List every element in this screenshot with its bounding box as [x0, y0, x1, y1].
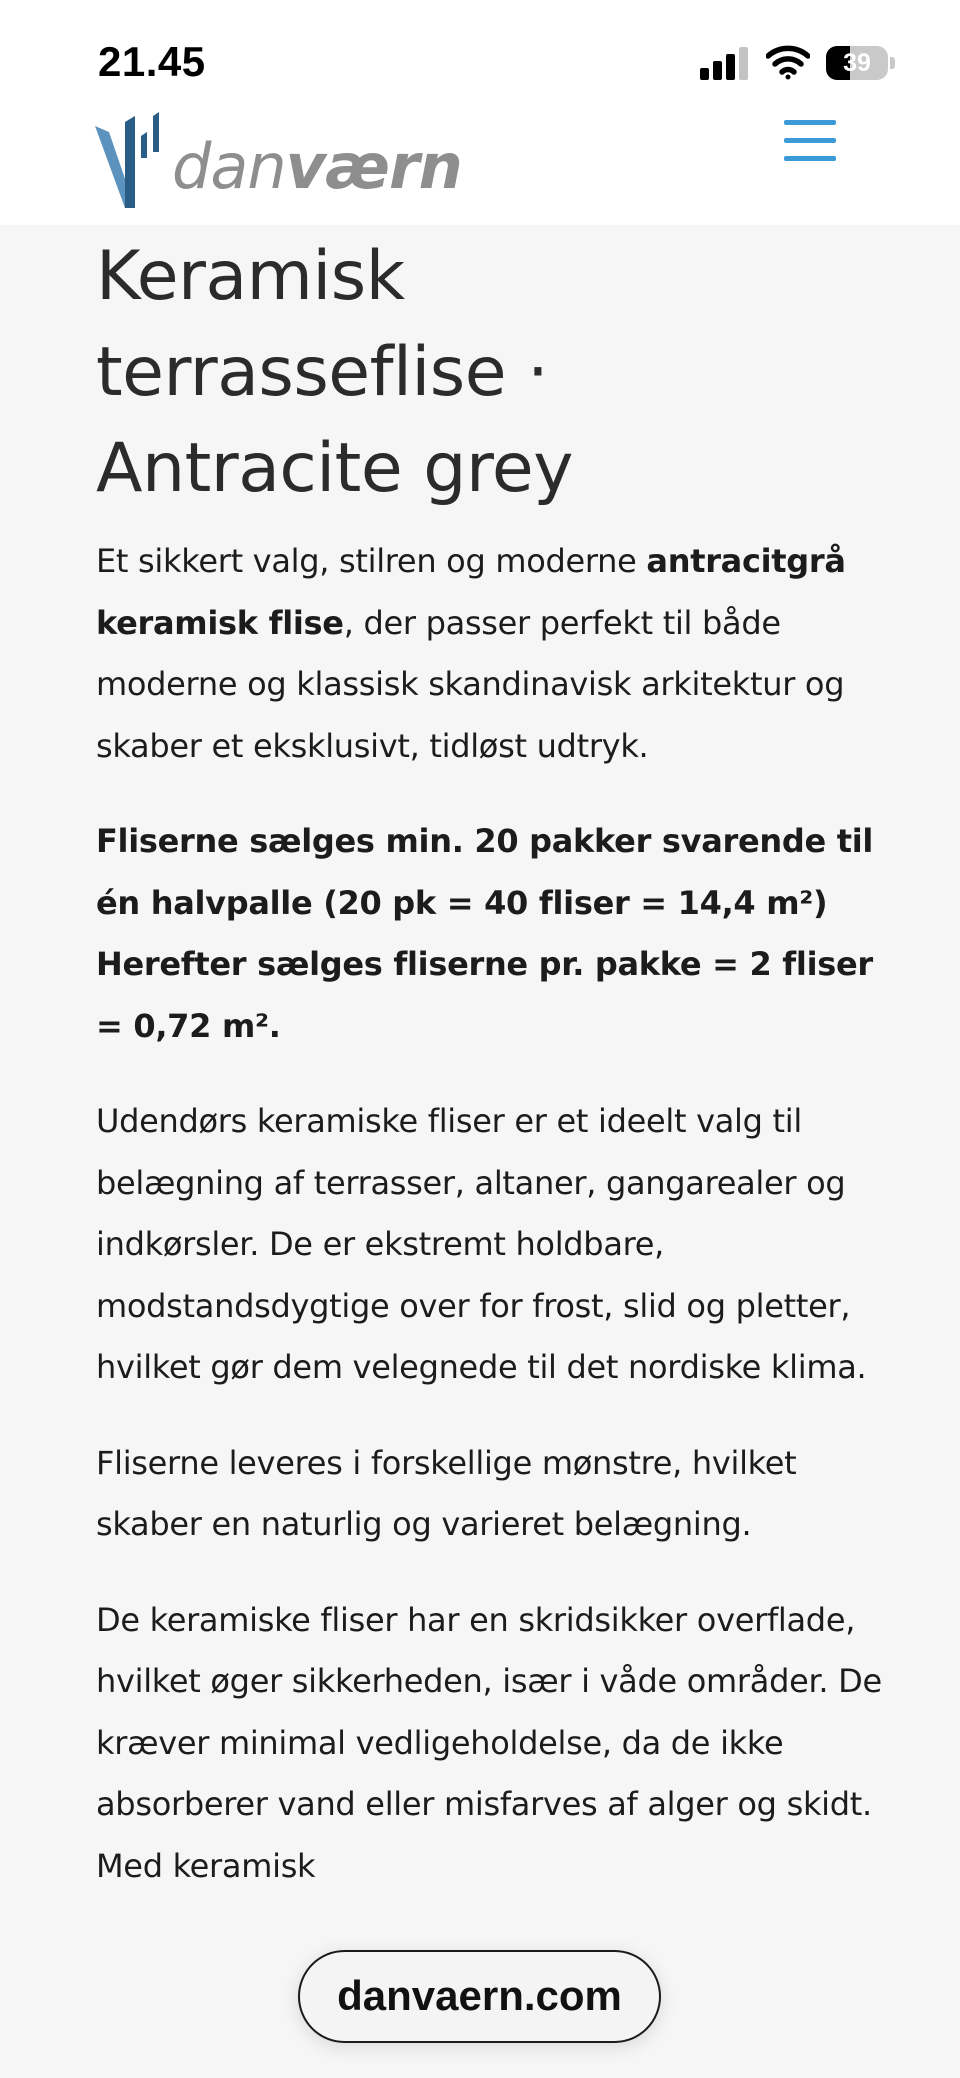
- battery-level: 39: [843, 49, 871, 77]
- intro-paragraph: Et sikkert valg, stilren og moderne antracitgrå keramisk flise, der passer perfekt til både moderne og klassisk skandinavisk arkitektur og skaber et eksklusivt, tidløst udtryk.: [96, 542, 846, 765]
- outdoor-paragraph: Udendørs keramiske fliser er et ideelt valg til belægning af terrasser, altaner, gangarealer og indkørsler. De er ekstremt holdbare, modstandsdygtige over for frost, slid og pletter, hvilket gør dem velegnede til det nordiske klima.: [96, 1102, 867, 1386]
- logo-wordmark: [172, 130, 462, 203]
- status-time: 21.45: [98, 38, 206, 85]
- menu-button[interactable]: [784, 118, 836, 162]
- page-title: Keramisk terrasseflise · Antracite grey: [96, 237, 574, 508]
- logo-text-bold: værn: [285, 130, 462, 203]
- intro-highlight: antracitgrå keramisk flise: [96, 542, 846, 642]
- wifi-icon: [766, 44, 810, 80]
- site-logo[interactable]: [95, 112, 462, 212]
- site-header: [0, 0, 960, 225]
- cellular-signal-icon: [700, 46, 750, 80]
- address-bar[interactable]: danvaern.com: [298, 1950, 661, 2043]
- slip-resistance-paragraph: De keramiske fliser har en skridsikker overflade, hvilket øger sikkerheden, især i våde områder. De kræver minimal vedligeholdelse, da de ikke absorberer vand eller misfarves af alger og skidt. Med keramisk: [96, 1600, 882, 1885]
- battery-icon: [826, 46, 896, 80]
- sales-info-paragraph: Fliserne sælges min. 20 pakker svarende til én halvpalle (20 pk = 40 fliser = 14,4 m²) Herefter sælges fliserne pr. pakke = 2 fliser = 0,72 m².: [96, 822, 874, 1045]
- patterns-paragraph: Fliserne leveres i forskellige mønstre, hvilket skaber en naturlig og varieret belægning.: [96, 1443, 797, 1543]
- hamburger-icon: [784, 120, 836, 125]
- logo-text-light: dan: [172, 130, 286, 203]
- product-description: [96, 225, 896, 1897]
- logo-mark-icon: [95, 112, 175, 212]
